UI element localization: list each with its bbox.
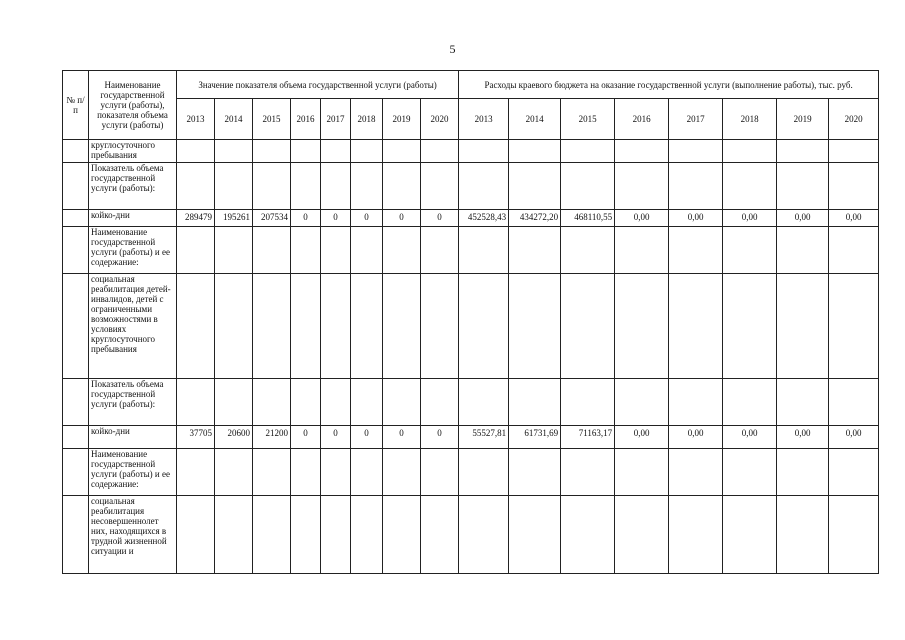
value-cell: 0,00 xyxy=(777,426,829,449)
value-cell: 20600 xyxy=(215,426,253,449)
value-cell xyxy=(509,496,561,574)
table-row xyxy=(63,379,879,426)
header-name: Наименование государственной услуги (работы), показателя объема услуги (работы) xyxy=(89,71,177,140)
table-row xyxy=(63,426,879,449)
value-cell xyxy=(615,140,669,163)
value-cell xyxy=(561,140,615,163)
row-number-cell xyxy=(63,274,89,379)
value-cell xyxy=(561,163,615,210)
value-cell xyxy=(777,379,829,426)
value-cell: 0 xyxy=(291,210,321,227)
value-cell: 0,00 xyxy=(669,210,723,227)
value-cell xyxy=(421,163,459,210)
header-year-volume-2013: 2013 xyxy=(177,99,215,140)
value-cell xyxy=(321,379,351,426)
value-cell: 195261 xyxy=(215,210,253,227)
value-cell xyxy=(421,227,459,274)
header-year-expense-2013: 2013 xyxy=(459,99,509,140)
value-cell xyxy=(253,227,291,274)
value-cell xyxy=(383,227,421,274)
value-cell xyxy=(723,163,777,210)
value-cell: 452528,43 xyxy=(459,210,509,227)
value-cell: 434272,20 xyxy=(509,210,561,227)
value-cell xyxy=(509,140,561,163)
row-number-cell xyxy=(63,496,89,574)
value-cell xyxy=(459,274,509,379)
value-cell: 289479 xyxy=(177,210,215,227)
value-cell: 0 xyxy=(291,426,321,449)
row-number-cell xyxy=(63,227,89,274)
value-cell: 0,00 xyxy=(723,210,777,227)
value-cell xyxy=(509,274,561,379)
value-cell: 0 xyxy=(421,210,459,227)
value-cell xyxy=(351,496,383,574)
page-number: 5 xyxy=(449,42,456,56)
value-cell xyxy=(351,449,383,496)
value-cell xyxy=(615,274,669,379)
value-cell xyxy=(459,449,509,496)
value-cell: 0 xyxy=(321,210,351,227)
value-cell xyxy=(509,227,561,274)
value-cell xyxy=(215,496,253,574)
value-cell: 37705 xyxy=(177,426,215,449)
value-cell xyxy=(723,496,777,574)
value-cell xyxy=(321,227,351,274)
value-cell xyxy=(669,227,723,274)
value-cell xyxy=(829,140,879,163)
row-number-cell xyxy=(63,379,89,426)
value-cell: 0 xyxy=(383,426,421,449)
table-row xyxy=(63,274,879,379)
header-year-expense-2014: 2014 xyxy=(509,99,561,140)
header-year-volume-2017: 2017 xyxy=(321,99,351,140)
value-cell xyxy=(509,449,561,496)
value-cell xyxy=(177,163,215,210)
value-cell xyxy=(253,449,291,496)
value-cell xyxy=(351,379,383,426)
value-cell xyxy=(615,227,669,274)
row-number-cell xyxy=(63,210,89,227)
value-cell: 0 xyxy=(421,426,459,449)
value-cell xyxy=(321,163,351,210)
value-cell xyxy=(291,274,321,379)
value-cell xyxy=(421,140,459,163)
value-cell xyxy=(253,140,291,163)
value-cell: 0 xyxy=(351,210,383,227)
value-cell: 207534 xyxy=(253,210,291,227)
value-cell xyxy=(383,163,421,210)
row-number-cell xyxy=(63,449,89,496)
value-cell xyxy=(777,449,829,496)
row-number-cell xyxy=(63,426,89,449)
value-cell xyxy=(253,274,291,379)
value-cell xyxy=(561,227,615,274)
value-cell: 0,00 xyxy=(829,210,879,227)
value-cell xyxy=(459,163,509,210)
value-cell xyxy=(321,274,351,379)
value-cell xyxy=(421,496,459,574)
value-cell xyxy=(321,496,351,574)
value-cell: 468110,55 xyxy=(561,210,615,227)
value-cell xyxy=(291,496,321,574)
value-cell xyxy=(291,163,321,210)
value-cell xyxy=(351,163,383,210)
data-table xyxy=(62,70,879,574)
value-cell xyxy=(723,449,777,496)
value-cell xyxy=(177,449,215,496)
header-year-expense-2020: 2020 xyxy=(829,99,879,140)
value-cell xyxy=(669,379,723,426)
value-cell: 21200 xyxy=(253,426,291,449)
header-year-volume-2015: 2015 xyxy=(253,99,291,140)
value-cell xyxy=(215,449,253,496)
value-cell: 0,00 xyxy=(777,210,829,227)
value-cell: 0 xyxy=(321,426,351,449)
value-cell xyxy=(291,227,321,274)
value-cell xyxy=(723,274,777,379)
value-cell xyxy=(253,496,291,574)
value-cell xyxy=(829,379,879,426)
row-name-cell: Наименование государственной услуги (работы) и ее содержание: xyxy=(89,449,177,496)
value-cell xyxy=(351,274,383,379)
value-cell: 0 xyxy=(383,210,421,227)
value-cell: 0 xyxy=(351,426,383,449)
row-number-cell xyxy=(63,163,89,210)
value-cell xyxy=(421,379,459,426)
header-num: № п/ п xyxy=(63,71,89,140)
value-cell xyxy=(291,140,321,163)
value-cell xyxy=(777,496,829,574)
value-cell xyxy=(723,379,777,426)
value-cell xyxy=(383,274,421,379)
value-cell xyxy=(215,227,253,274)
row-name-cell: социальная реабилитация несовершеннолет них, находящихся в трудной жизненной ситуации и xyxy=(89,496,177,574)
value-cell xyxy=(383,496,421,574)
row-name-cell: койко-дни xyxy=(89,426,177,449)
value-cell xyxy=(829,496,879,574)
value-cell xyxy=(383,379,421,426)
header-year-expense-2017: 2017 xyxy=(669,99,723,140)
value-cell xyxy=(383,449,421,496)
value-cell: 0,00 xyxy=(723,426,777,449)
value-cell xyxy=(615,163,669,210)
value-cell xyxy=(351,140,383,163)
table-row xyxy=(63,163,879,210)
header-year-expense-2018: 2018 xyxy=(723,99,777,140)
value-cell xyxy=(615,449,669,496)
value-cell xyxy=(177,379,215,426)
value-cell: 61731,69 xyxy=(509,426,561,449)
value-cell xyxy=(421,274,459,379)
value-cell xyxy=(615,379,669,426)
row-name-cell: социальная реабилитация детей-инвалидов, детей с ограниченными возможностями в условиях круглосуточного пребывания xyxy=(89,274,177,379)
value-cell xyxy=(669,496,723,574)
value-cell xyxy=(321,140,351,163)
row-name-cell: Показатель объема государственной услуги (работы): xyxy=(89,379,177,426)
row-name-cell: койко-дни xyxy=(89,210,177,227)
header-year-volume-2018: 2018 xyxy=(351,99,383,140)
value-cell: 0,00 xyxy=(669,426,723,449)
value-cell xyxy=(291,449,321,496)
value-cell xyxy=(459,496,509,574)
header-year-expense-2019: 2019 xyxy=(777,99,829,140)
table-row xyxy=(63,227,879,274)
value-cell: 0,00 xyxy=(615,210,669,227)
value-cell xyxy=(459,379,509,426)
value-cell: 0,00 xyxy=(615,426,669,449)
row-name-cell: круглосуточного пребывания xyxy=(89,140,177,163)
value-cell xyxy=(421,449,459,496)
value-cell: 0,00 xyxy=(829,426,879,449)
value-cell xyxy=(177,274,215,379)
table-row xyxy=(63,210,879,227)
value-cell xyxy=(561,379,615,426)
row-name-cell: Показатель объема государственной услуги (работы): xyxy=(89,163,177,210)
value-cell: 71163,17 xyxy=(561,426,615,449)
value-cell xyxy=(777,227,829,274)
value-cell xyxy=(561,449,615,496)
header-year-expense-2016: 2016 xyxy=(615,99,669,140)
header-year-expense-2015: 2015 xyxy=(561,99,615,140)
value-cell xyxy=(669,449,723,496)
value-cell xyxy=(291,379,321,426)
value-cell xyxy=(561,496,615,574)
header-year-volume-2014: 2014 xyxy=(215,99,253,140)
value-cell xyxy=(253,379,291,426)
value-cell xyxy=(177,496,215,574)
row-name-cell: Наименование государственной услуги (работы) и ее содержание: xyxy=(89,227,177,274)
value-cell xyxy=(561,274,615,379)
value-cell xyxy=(509,163,561,210)
value-cell xyxy=(351,227,383,274)
value-cell xyxy=(215,140,253,163)
value-cell xyxy=(459,140,509,163)
value-cell xyxy=(177,140,215,163)
value-cell xyxy=(669,274,723,379)
table-row xyxy=(63,140,879,163)
value-cell xyxy=(777,140,829,163)
value-cell: 55527,81 xyxy=(459,426,509,449)
value-cell xyxy=(615,496,669,574)
value-cell xyxy=(723,140,777,163)
header-year-volume-2019: 2019 xyxy=(383,99,421,140)
value-cell xyxy=(669,163,723,210)
value-cell xyxy=(177,227,215,274)
value-cell xyxy=(669,140,723,163)
value-cell xyxy=(253,163,291,210)
value-cell xyxy=(215,163,253,210)
table-row xyxy=(63,496,879,574)
value-cell xyxy=(829,274,879,379)
value-cell xyxy=(509,379,561,426)
header-expense-group: Расходы краевого бюджета на оказание государственной услуги (выполнение работы), тыс. руб. xyxy=(459,71,879,99)
value-cell xyxy=(829,227,879,274)
value-cell xyxy=(321,449,351,496)
value-cell xyxy=(777,274,829,379)
value-cell xyxy=(215,274,253,379)
value-cell xyxy=(383,140,421,163)
table-row xyxy=(63,449,879,496)
value-cell xyxy=(777,163,829,210)
value-cell xyxy=(459,227,509,274)
value-cell xyxy=(723,227,777,274)
value-cell xyxy=(829,163,879,210)
row-number-cell xyxy=(63,140,89,163)
value-cell xyxy=(829,449,879,496)
value-cell xyxy=(215,379,253,426)
header-volume-group: Значение показателя объема государственной услуги (работы) xyxy=(177,71,459,99)
header-year-volume-2016: 2016 xyxy=(291,99,321,140)
header-year-volume-2020: 2020 xyxy=(421,99,459,140)
